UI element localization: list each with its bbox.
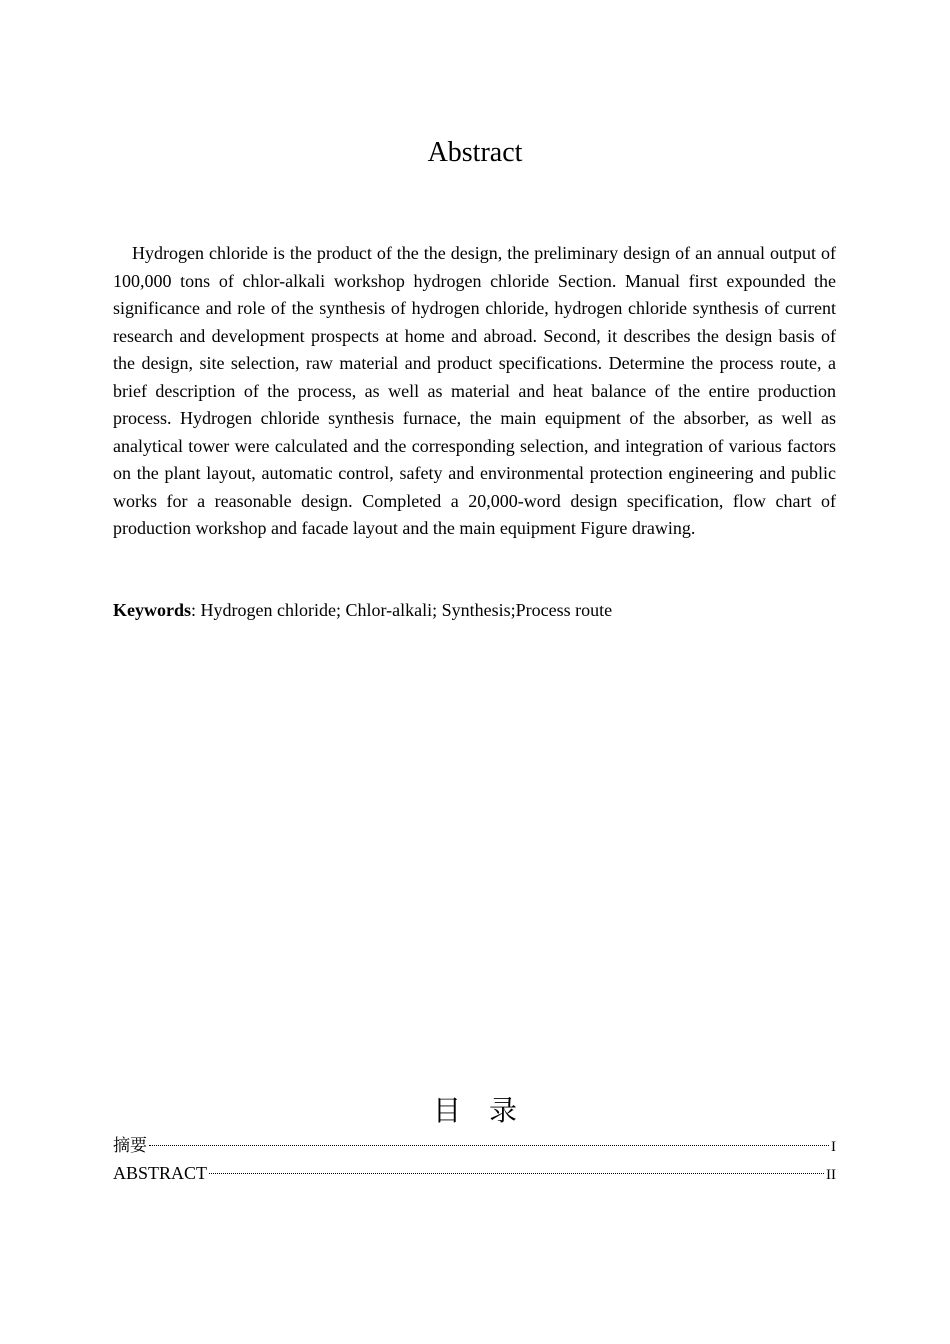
abstract-body: Hydrogen chloride is the product of the the design, the preliminary design of an annual output of 100,000 tons of chlor-alkali workshop hydrogen chloride Section. Manual first expounded the significance and role of the synthesis of hydrogen chloride, hydrogen chloride synthesis of current research and development prospects at home and abroad. Second, it describes the design basis of the design, site selection, raw material and product specifications. Determine the process route, a brief description of the process, as well as material and heat balance of the entire production process. Hydrogen chloride synthesis furnace, the main equipment of the absorber, as well as analytical tower were calculated and the corresponding selection, and integration of various factors on the plant layout, automatic control, safety and environmental protection engineering and public works for a reasonable design. Completed a 20,000-word design specification, flow chart of production workshop and facade layout and the main equipment Figure drawing. [113,243,836,538]
abstract-title: Abstract [427,137,523,168]
toc-entry-abstract-cn[interactable] [113,1133,836,1160]
toc-title: 目录 [432,1094,545,1127]
toc-dot-leader [149,1144,829,1146]
toc-entry-abstract-en[interactable] [113,1160,836,1187]
toc-entry-page: II [826,1167,836,1183]
keywords-line [113,597,836,624]
keywords-text: : Hydrogen chloride; Chlor-alkali; Synthesis;Process route [191,600,613,620]
toc-entry-label: ABSTRACT [113,1163,208,1183]
toc-entry-label: 摘要 [113,1136,147,1156]
toc-dot-leader [209,1172,824,1174]
toc-entry-page: I [831,1139,836,1155]
table-of-contents [113,1133,836,1187]
keywords-label: Keywords [113,600,191,620]
